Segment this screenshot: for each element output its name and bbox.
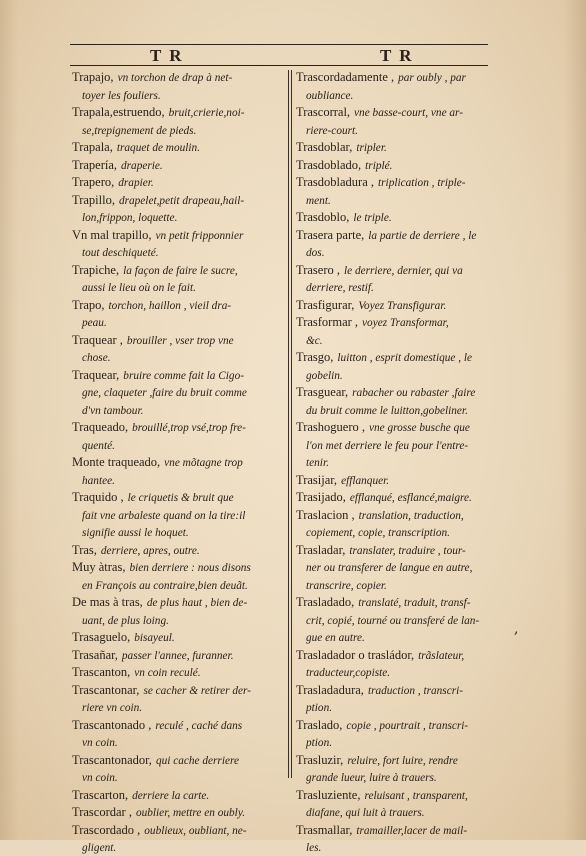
definition: brouillé,trop vsé,trop fre- bbox=[132, 422, 246, 434]
definition: tenir. bbox=[306, 457, 329, 469]
dictionary-entry bbox=[72, 173, 278, 191]
headword: Trascantonado , bbox=[72, 717, 152, 732]
definition: ner ou transferer de langue en autre, bbox=[306, 562, 473, 574]
entry-line bbox=[72, 296, 278, 314]
headword: Traslacion , bbox=[296, 507, 355, 522]
headword: Trasluziente, bbox=[296, 787, 361, 802]
entry-line bbox=[72, 68, 278, 86]
entry-line bbox=[72, 646, 278, 664]
dictionary-entry bbox=[296, 593, 502, 646]
headword: Trascordado , bbox=[72, 822, 141, 837]
entry-line bbox=[72, 121, 278, 139]
dictionary-entry bbox=[72, 103, 278, 138]
entry-line bbox=[72, 716, 278, 734]
definition: signifie aussi le hoquet. bbox=[82, 527, 189, 539]
entry-line bbox=[72, 576, 278, 594]
entry-line bbox=[72, 786, 278, 804]
headword: Trasladado, bbox=[296, 595, 355, 609]
definition: tout deschiqueté. bbox=[82, 247, 159, 259]
entry-line bbox=[72, 733, 278, 751]
headword: Trasluzir, bbox=[296, 752, 344, 767]
headword: Trapería, bbox=[72, 157, 118, 172]
dictionary-entry bbox=[296, 383, 502, 418]
dictionary-entry bbox=[296, 313, 502, 348]
entry-line bbox=[296, 751, 502, 769]
dictionary-entry bbox=[72, 716, 278, 751]
definition: vn petit fripponnier bbox=[155, 229, 244, 242]
headword: Trapajo, bbox=[72, 70, 114, 84]
entry-line bbox=[72, 541, 278, 559]
definition: quenté. bbox=[82, 439, 115, 452]
entry-line bbox=[72, 138, 278, 156]
entry-line bbox=[296, 523, 502, 541]
entry-line bbox=[72, 663, 278, 681]
headword: Traqueado, bbox=[72, 420, 129, 434]
definition: copiement, copie, transcription. bbox=[306, 527, 451, 539]
headword: Trasijado, bbox=[296, 490, 346, 504]
entry-line bbox=[296, 208, 502, 226]
entry-line bbox=[296, 611, 502, 629]
dictionary-entry bbox=[72, 226, 278, 261]
headword: Vn mal trapillo, bbox=[72, 227, 152, 242]
headword: Trasera parte, bbox=[296, 227, 365, 242]
definition: par oubly , par bbox=[398, 72, 466, 84]
entry-line bbox=[296, 418, 502, 436]
headword: De mas à tras, bbox=[72, 595, 143, 609]
headword: Trasero , bbox=[296, 262, 340, 277]
definition: vn coin reculé. bbox=[134, 667, 201, 679]
entry-line bbox=[72, 751, 278, 769]
dictionary-entry bbox=[296, 716, 502, 751]
column-divider-left bbox=[288, 70, 289, 778]
entry-line bbox=[72, 173, 278, 191]
dictionary-entry bbox=[72, 558, 278, 593]
definition: du bruit comme le luitton,gobeliner. bbox=[306, 404, 468, 417]
definition: la partie de derriere , le bbox=[368, 229, 477, 242]
entry-line bbox=[296, 506, 502, 524]
entry-line bbox=[72, 208, 278, 226]
headword: Trasladar, bbox=[296, 542, 346, 557]
definition: tramailler,lacer de mail- bbox=[356, 824, 468, 837]
entry-line bbox=[72, 838, 278, 856]
entry-line bbox=[72, 243, 278, 261]
definition: reluire, fort luire, rendre bbox=[347, 754, 458, 767]
definition: derriere la carte. bbox=[132, 789, 210, 802]
stray-mark: , bbox=[514, 621, 519, 637]
entry-line bbox=[296, 733, 502, 751]
headword: Trasgo, bbox=[296, 350, 334, 364]
headword: Trasformar , bbox=[296, 315, 359, 329]
entry-line bbox=[72, 348, 278, 366]
definition: efflanquer. bbox=[341, 474, 390, 487]
definition: triplication , triple- bbox=[378, 177, 466, 189]
definition: bruire comme fait la Cigo- bbox=[123, 369, 244, 382]
headword: Trascanton, bbox=[72, 665, 131, 679]
definition: vn coin. bbox=[82, 772, 118, 784]
running-head-left: T R bbox=[150, 46, 184, 65]
definition: le criquetis & bruit que bbox=[127, 492, 234, 504]
definition: gobelin. bbox=[306, 369, 343, 382]
headword: Traquear, bbox=[72, 367, 120, 382]
definition: riere-court. bbox=[306, 124, 358, 137]
entry-line bbox=[72, 593, 278, 611]
definition: le triple. bbox=[353, 212, 392, 224]
definition: ption. bbox=[306, 702, 333, 714]
entry-line bbox=[72, 611, 278, 629]
definition: en François au contraire,bien deuãt. bbox=[82, 579, 248, 592]
entry-line bbox=[72, 768, 278, 786]
headword: Trasdoblar, bbox=[296, 140, 353, 154]
headword: Trascarton, bbox=[72, 787, 129, 802]
entry-line bbox=[296, 261, 502, 279]
definition: ption. bbox=[306, 737, 333, 749]
entry-line bbox=[296, 121, 502, 139]
entry-line bbox=[296, 331, 502, 349]
entry-line bbox=[72, 278, 278, 296]
headword: Trasladadura, bbox=[296, 682, 364, 697]
dictionary-entry bbox=[296, 296, 502, 314]
definition: reculé , caché dans bbox=[155, 719, 243, 732]
definition: l'on met derriere le feu pour l'entre- bbox=[306, 439, 469, 452]
entry-line bbox=[296, 348, 502, 366]
dictionary-entry bbox=[296, 138, 502, 156]
headword: Muy àtras, bbox=[72, 560, 126, 574]
dictionary-entry bbox=[296, 418, 502, 471]
headword: Trasguear, bbox=[296, 385, 349, 399]
definition: hantee. bbox=[82, 474, 115, 487]
dictionary-entry bbox=[72, 646, 278, 664]
definition: se,trepignement de pieds. bbox=[82, 124, 197, 137]
dictionary-entry bbox=[296, 261, 502, 296]
headword: Trapala, bbox=[72, 140, 113, 154]
entry-line bbox=[72, 523, 278, 541]
definition: gue en autre. bbox=[306, 632, 365, 644]
definition: vn coin. bbox=[82, 737, 118, 749]
entry-line bbox=[296, 663, 502, 681]
headword: Traquear , bbox=[72, 332, 123, 347]
entry-line bbox=[296, 138, 502, 156]
definition: &c. bbox=[306, 334, 323, 347]
entry-line bbox=[296, 786, 502, 804]
definition: traduction , transcri- bbox=[367, 684, 464, 697]
dictionary-entry bbox=[296, 681, 502, 716]
definition: riere vn coin. bbox=[82, 702, 143, 714]
definition: rabacher ou rabaster ,faire bbox=[352, 387, 476, 399]
entry-line bbox=[296, 296, 502, 314]
headword: Trasdoblado, bbox=[296, 157, 362, 172]
headword: Trasmallar, bbox=[296, 822, 353, 837]
header-rule-bottom bbox=[70, 65, 488, 66]
definition: aussi le lieu où on le fait. bbox=[82, 282, 196, 294]
entry-line bbox=[296, 173, 502, 191]
definition: voyez Transformar, bbox=[362, 317, 449, 329]
entry-line bbox=[72, 156, 278, 174]
entry-line bbox=[72, 401, 278, 419]
dictionary-entry bbox=[72, 821, 278, 856]
running-head-right: T R bbox=[380, 46, 414, 65]
dictionary-entry bbox=[72, 366, 278, 419]
definition: qui cache derriere bbox=[155, 754, 239, 767]
definition: grande lueur, luire à trauers. bbox=[306, 772, 437, 784]
entry-line bbox=[72, 313, 278, 331]
entry-line bbox=[72, 628, 278, 646]
headword: Trascantonar, bbox=[72, 682, 140, 697]
entry-line bbox=[296, 803, 502, 821]
headword: Traquido , bbox=[72, 490, 124, 504]
definition: chose. bbox=[82, 352, 111, 364]
page-edge-shadow-left bbox=[0, 0, 18, 840]
dictionary-entry bbox=[72, 191, 278, 226]
entry-line bbox=[296, 488, 502, 506]
dictionary-entry bbox=[72, 488, 278, 541]
dictionary-entry bbox=[296, 348, 502, 383]
dictionary-entry bbox=[72, 296, 278, 331]
headword: Trasladador o trasládor, bbox=[296, 647, 415, 662]
entry-line bbox=[72, 488, 278, 506]
dictionary-entry bbox=[72, 68, 278, 103]
dictionary-entry bbox=[296, 506, 502, 541]
headword: Trasaguelo, bbox=[72, 630, 131, 644]
headword: Tras, bbox=[72, 542, 97, 557]
headword: Trapala,estruendo, bbox=[72, 105, 165, 119]
entry-line bbox=[296, 558, 502, 576]
entry-line bbox=[296, 313, 502, 331]
entry-line bbox=[72, 103, 278, 121]
definition: la façon de faire le sucre, bbox=[123, 264, 238, 277]
entry-line bbox=[296, 593, 502, 611]
definition: brouiller , vser trop vne bbox=[126, 334, 234, 347]
dictionary-entry bbox=[296, 471, 502, 489]
column-divider-right bbox=[291, 70, 292, 778]
headword: Trascordar , bbox=[72, 805, 132, 819]
entry-line bbox=[296, 716, 502, 734]
definition: oubliance. bbox=[306, 89, 354, 102]
entry-line bbox=[296, 366, 502, 384]
entry-line bbox=[296, 68, 502, 86]
dictionary-entry bbox=[296, 541, 502, 594]
definition: dos. bbox=[306, 247, 325, 259]
entry-line bbox=[72, 261, 278, 279]
entry-line bbox=[296, 628, 502, 646]
definition: traquet de moulin. bbox=[116, 142, 201, 154]
entry-line bbox=[296, 226, 502, 244]
entry-line bbox=[296, 471, 502, 489]
headword: Trasdobladura , bbox=[296, 175, 375, 189]
definition: peau. bbox=[82, 317, 107, 329]
definition: gne, claqueter ,faire du bruit comme bbox=[82, 387, 247, 399]
definition: luitton , esprit domestique , le bbox=[337, 352, 473, 364]
definition: derriere, apres, outre. bbox=[100, 544, 200, 557]
dictionary-entry bbox=[296, 751, 502, 786]
definition: les. bbox=[306, 842, 322, 854]
definition: tripler. bbox=[356, 142, 387, 154]
entry-line bbox=[72, 86, 278, 104]
entry-line bbox=[296, 821, 502, 839]
entry-line bbox=[296, 383, 502, 401]
dictionary-entry bbox=[296, 173, 502, 208]
definition: translation, traduction, bbox=[358, 509, 464, 522]
definition: torchon, haillon , vieil dra- bbox=[108, 299, 232, 312]
definition: derriere, restif. bbox=[306, 282, 374, 294]
entry-line bbox=[296, 86, 502, 104]
definition: passer l'annee, furanner. bbox=[121, 649, 234, 662]
entry-line bbox=[72, 698, 278, 716]
entry-line bbox=[72, 366, 278, 384]
entry-line bbox=[296, 698, 502, 716]
dictionary-entry bbox=[296, 103, 502, 138]
definition: crit, copié, tourné ou transferé de lan- bbox=[306, 614, 480, 627]
page-edge-shadow-right bbox=[564, 0, 586, 840]
entry-line bbox=[72, 418, 278, 436]
definition: transcrire, copier. bbox=[306, 579, 387, 592]
headword: Trashoguero , bbox=[296, 420, 365, 434]
dictionary-entry bbox=[72, 261, 278, 296]
dictionary-entry bbox=[72, 138, 278, 156]
dictionary-entry bbox=[72, 628, 278, 646]
headword: Trasdoblo, bbox=[296, 210, 350, 224]
definition: drapier. bbox=[118, 177, 154, 189]
headword: Traslado, bbox=[296, 717, 343, 732]
headword: Trascorral, bbox=[296, 105, 351, 119]
entry-line bbox=[296, 838, 502, 856]
entry-line bbox=[72, 471, 278, 489]
dictionary-entry bbox=[72, 663, 278, 681]
entry-line bbox=[296, 541, 502, 559]
dictionary-entry bbox=[296, 156, 502, 174]
headword: Trapero, bbox=[72, 175, 115, 189]
definition: toyer les fouliers. bbox=[82, 89, 161, 102]
entry-line bbox=[296, 768, 502, 786]
dictionary-entry bbox=[72, 803, 278, 821]
definition: le derriere, dernier, qui va bbox=[343, 264, 463, 277]
definition: se cacher & retirer der- bbox=[143, 684, 251, 697]
entry-line bbox=[296, 103, 502, 121]
definition: de plus haut , bien de- bbox=[146, 597, 248, 609]
entry-line bbox=[296, 681, 502, 699]
entry-line bbox=[296, 453, 502, 471]
definition: reluisant , transparent, bbox=[364, 789, 468, 802]
entry-line bbox=[72, 558, 278, 576]
definition: drapelet,petit drapeau,hail- bbox=[118, 194, 245, 207]
headword: Trapillo, bbox=[72, 192, 115, 207]
left-column bbox=[72, 68, 278, 856]
headword: Trascordadamente , bbox=[296, 70, 395, 84]
entry-line bbox=[72, 821, 278, 839]
entry-line bbox=[72, 191, 278, 209]
definition: fait vne arbaleste quand on la tire:il bbox=[82, 509, 246, 522]
headword: Trapiche, bbox=[72, 262, 120, 277]
definition: diafane, qui luit à trauers. bbox=[306, 807, 425, 819]
headword: Trasfigurar, bbox=[296, 297, 355, 312]
definition: d'vn tambour. bbox=[82, 404, 144, 417]
entry-line bbox=[296, 646, 502, 664]
dictionary-entry bbox=[72, 751, 278, 786]
definition: trãslateur, bbox=[418, 649, 465, 662]
definition: gligent. bbox=[82, 842, 117, 854]
definition: bruit,crierie,noi- bbox=[168, 107, 245, 119]
headword: Trasañar, bbox=[72, 647, 118, 662]
definition: translater, traduire , tour- bbox=[349, 544, 466, 557]
definition: traducteur,copiste. bbox=[306, 667, 391, 679]
definition: oublieux, oubliant, ne- bbox=[144, 824, 247, 837]
dictionary-entry bbox=[296, 226, 502, 261]
definition: vne mõtagne trop bbox=[164, 457, 243, 469]
headword: Trasijar, bbox=[296, 472, 338, 487]
dictionary-entry bbox=[296, 68, 502, 103]
definition: uant, de plus loing. bbox=[82, 614, 169, 627]
headword: Trascantonador, bbox=[72, 752, 152, 767]
dictionary-entry bbox=[72, 156, 278, 174]
entry-line bbox=[72, 436, 278, 454]
definition: bien derriere : nous disons bbox=[129, 562, 251, 574]
definition: oublier, mettre en oubly. bbox=[135, 807, 246, 819]
header-rule-top bbox=[70, 44, 488, 45]
dictionary-entry bbox=[296, 821, 502, 856]
dictionary-entry bbox=[72, 453, 278, 488]
definition: vne grosse busche que bbox=[368, 422, 470, 434]
entry-line bbox=[72, 681, 278, 699]
definition: lon,frippon, loquette. bbox=[82, 212, 178, 224]
entry-line bbox=[296, 436, 502, 454]
dictionary-entry bbox=[72, 418, 278, 453]
entry-line bbox=[296, 278, 502, 296]
dictionary-entry bbox=[72, 593, 278, 628]
dictionary-entry bbox=[296, 488, 502, 506]
dictionary-entry bbox=[296, 786, 502, 821]
dictionary-entry bbox=[296, 208, 502, 226]
dictionary-entry bbox=[72, 541, 278, 559]
definition: ment. bbox=[306, 194, 331, 207]
entry-line bbox=[296, 156, 502, 174]
definition: bisayeul. bbox=[134, 632, 175, 644]
entry-line bbox=[296, 576, 502, 594]
dictionary-entry bbox=[296, 646, 502, 681]
entry-line bbox=[72, 226, 278, 244]
headword: Monte traqueado, bbox=[72, 455, 161, 469]
entry-line bbox=[72, 331, 278, 349]
headword: Trapo, bbox=[72, 297, 105, 312]
dictionary-entry bbox=[72, 681, 278, 716]
right-column bbox=[296, 68, 502, 856]
entry-line bbox=[72, 506, 278, 524]
definition: vn torchon de drap à net- bbox=[117, 72, 233, 84]
definition: translaté, traduit, transf- bbox=[358, 597, 471, 609]
definition: efflanqué, esflancé,maigre. bbox=[349, 492, 472, 504]
definition: Voyez Transfigurar. bbox=[358, 299, 447, 312]
dictionary-entry bbox=[72, 331, 278, 366]
definition: draperie. bbox=[121, 159, 163, 172]
entry-line bbox=[72, 803, 278, 821]
entry-line bbox=[296, 191, 502, 209]
definition: copie , pourtrait , transcri- bbox=[346, 719, 469, 732]
entry-line bbox=[72, 453, 278, 471]
entry-line bbox=[296, 243, 502, 261]
definition: triplé. bbox=[365, 159, 393, 172]
entry-line bbox=[296, 401, 502, 419]
definition: vne basse-court, vne ar- bbox=[354, 107, 463, 119]
entry-line bbox=[72, 383, 278, 401]
dictionary-entry bbox=[72, 786, 278, 804]
